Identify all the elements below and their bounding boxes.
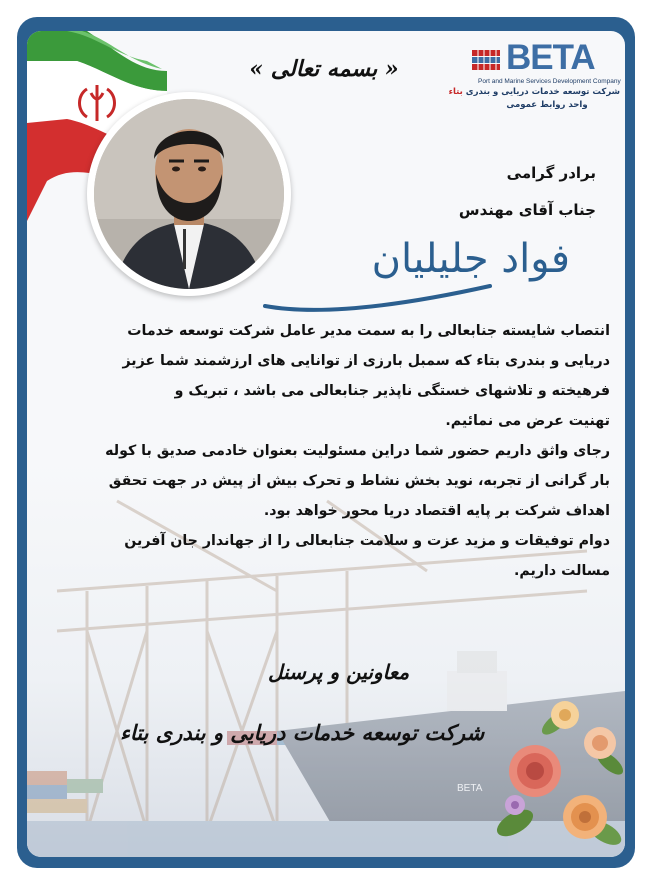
- svg-text:BETA: BETA: [457, 783, 483, 794]
- message-line: اهداف شرکت بر پایه اقتصاد دریا محور خواهد بود.: [263, 503, 610, 519]
- basmala-heading: « بسمه تعالی »: [249, 56, 399, 82]
- message-line: فرهیخته و تلاشهای خستگی ناپذیر جنابعالی می باشد ، تبریک و: [174, 383, 610, 399]
- brand-subtitle-fa: [448, 87, 620, 97]
- message-line: تهنیت عرض می نمائیم.: [445, 413, 610, 429]
- message-line: انتصاب شایسته جنابعالی را به سمت مدیر عامل شرکت توسعه خدمات: [127, 323, 610, 339]
- flower-decoration-image: [495, 693, 625, 853]
- brand-subtitle-en: Port and Marine Services Development Company: [478, 78, 621, 85]
- name-swash-decoration: [260, 276, 500, 316]
- greeting-line-1: برادر گرامی: [506, 164, 596, 182]
- message-body: [44, 316, 610, 586]
- greeting-line-2: جناب آقای مهندس: [458, 201, 596, 219]
- message-line: مسالت داریم.: [514, 563, 610, 579]
- brand-subtitle-fa-red: بتاء: [448, 87, 463, 97]
- message-line: رجای واثق داریم حضور شما دراین مسئولیت بعنوان خادمی صدیق با کوله: [105, 443, 610, 459]
- company-logo: [448, 38, 621, 130]
- message-line: بار گرانی از تجربه، نوید بخش نشاط و تحرک بیش از پیش در جهت تحقق: [108, 473, 610, 489]
- department-label: واحد روابط عمومی: [506, 100, 588, 110]
- brand-subtitle-fa-main: شرکت توسعه خدمات دریایی و بندری: [465, 87, 620, 97]
- signature-line-2: شرکت توسعه خدمات دریایی و بندری بتاء: [120, 720, 485, 745]
- signature-line-1: معاونین و پرسنل: [268, 660, 410, 684]
- recipient-name: فواد جلیلیان: [371, 236, 570, 282]
- message-line: دریایی و بندری بتاء که سمبل بارزی از توانایی های ارزشمند شما عزیز: [122, 353, 610, 369]
- container-stack-icon: [470, 40, 504, 74]
- brand-wordmark: BETA: [506, 38, 595, 77]
- message-line: دوام توفیقات و مزید عزت و سلامت جنابعالی را از جهاندار جان آفرین: [124, 533, 610, 549]
- recipient-name-block: [250, 236, 610, 326]
